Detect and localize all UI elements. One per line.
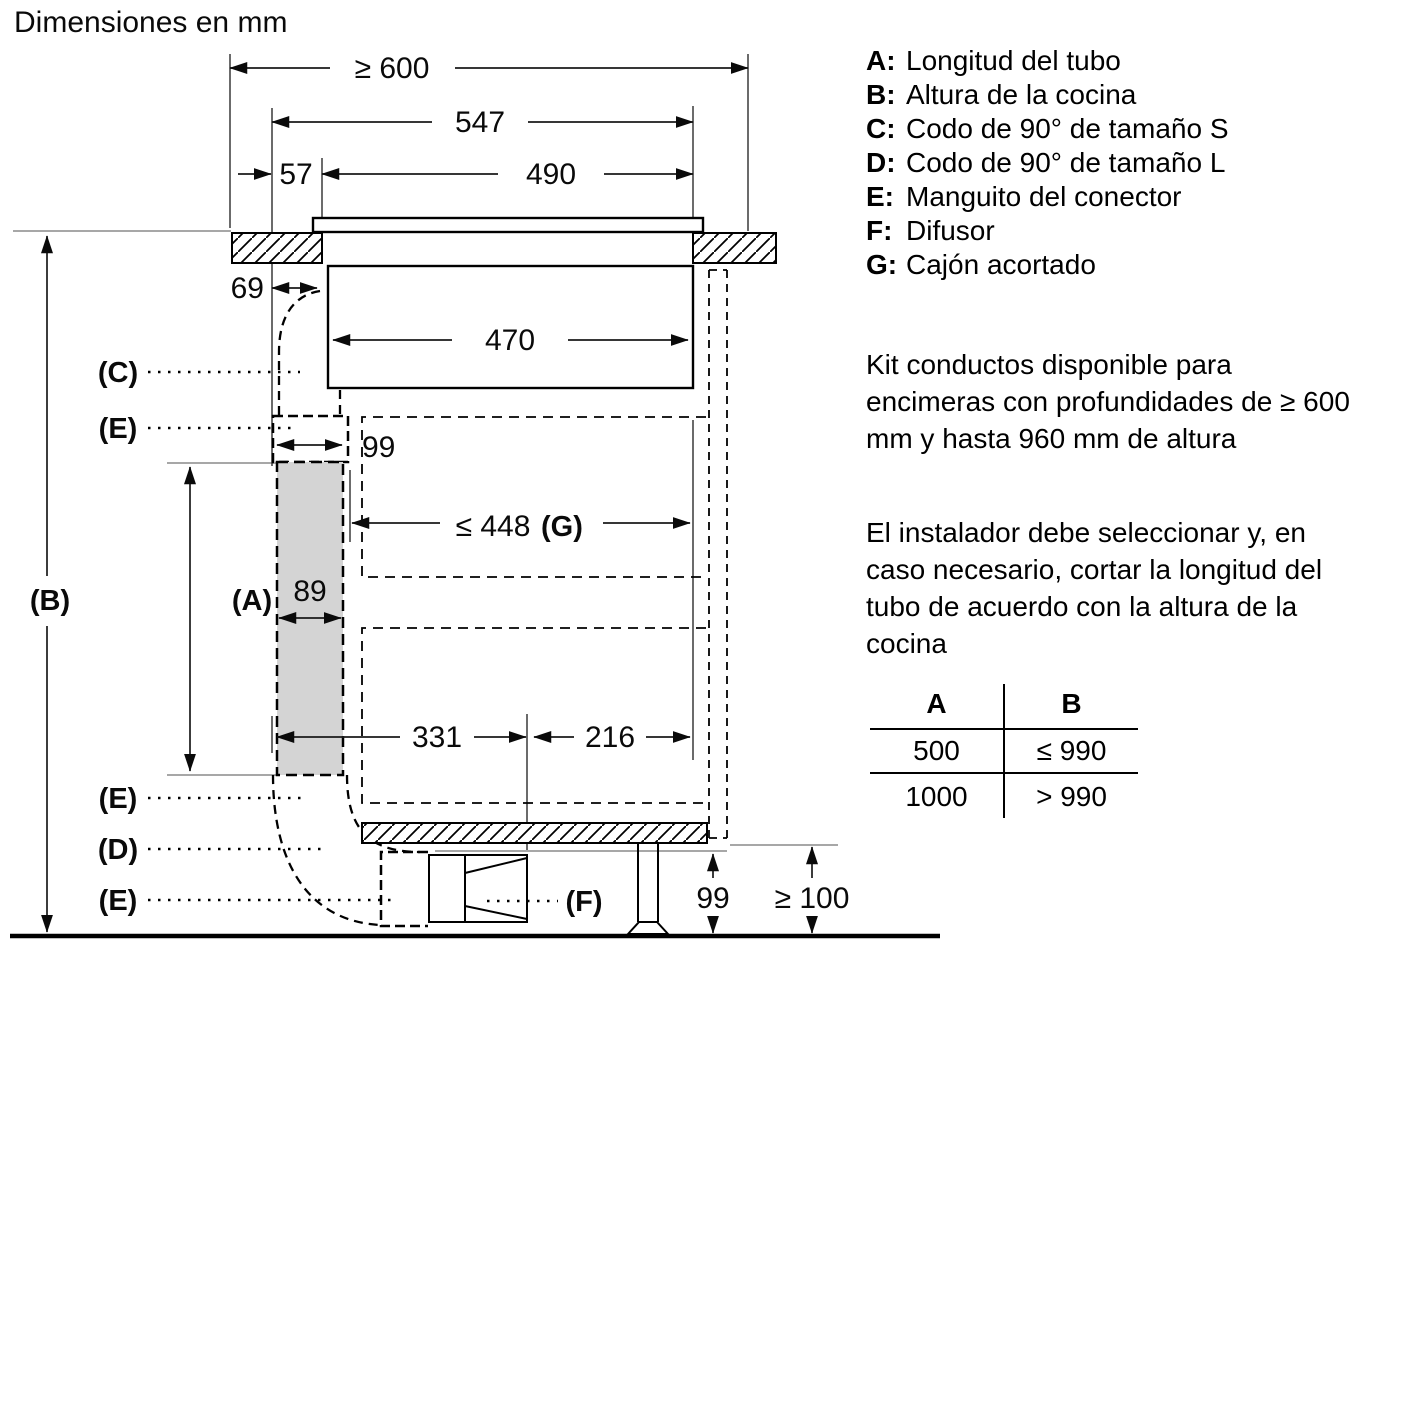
- table-cell: ≤ 990: [1005, 730, 1138, 774]
- hob-glass: [313, 218, 703, 232]
- rear-duct-channel: [709, 270, 727, 838]
- parts-legend: [866, 44, 1229, 282]
- table-cell: 1000: [870, 774, 1005, 818]
- cabinet-leg: [628, 844, 668, 934]
- legend-item: F: Difusor: [866, 215, 995, 246]
- dim-tube-width: 89: [293, 575, 327, 608]
- label-e-mid: (E): [98, 783, 138, 815]
- label-g: (G): [541, 511, 583, 543]
- diffuser: [429, 855, 527, 922]
- dim-drawer-width: ≤ 448: [455, 510, 531, 543]
- label-a: (A): [231, 585, 273, 617]
- legend-item: E: Manguito del conector: [866, 181, 1182, 212]
- table-header-a: A: [870, 684, 1005, 730]
- note-installer-instruction: El instalador debe seleccionar y, en caso necesario, cortar la longitud del tubo de acuerdo con la altura de la cocina: [866, 517, 1323, 659]
- connector-sleeve-top: [273, 416, 348, 462]
- legend-item: C: Codo de 90° de tamaño S: [866, 113, 1229, 144]
- countertop: [232, 233, 776, 263]
- dim-top-width: ≥ 600: [354, 52, 430, 85]
- table-cell: 500: [870, 730, 1005, 774]
- shortened-drawer-outline: [362, 417, 706, 577]
- dim-depth-left: 331: [411, 721, 463, 754]
- countertop-left-section: [232, 233, 322, 263]
- label-c: (C): [97, 357, 139, 389]
- label-b: (B): [29, 585, 71, 617]
- connector-sleeve-bottom: [381, 852, 428, 926]
- legend-item: D: Codo de 90° de tamaño L: [866, 147, 1226, 178]
- dim-floor-clearance: ≥ 100: [774, 882, 850, 915]
- dim-offset: 57: [279, 158, 313, 191]
- dim-base-height: 99: [696, 882, 730, 915]
- table-row: [870, 730, 1138, 774]
- dim-body-width: 470: [484, 324, 536, 357]
- dim-sleeve-width: 99: [362, 431, 396, 464]
- label-e-top: (E): [98, 413, 138, 445]
- leader-lines: [148, 372, 558, 901]
- legend-item: B: Altura de la cocina: [866, 79, 1137, 110]
- label-d: (D): [97, 834, 139, 866]
- table-header-row: [870, 684, 1138, 730]
- table-row: [870, 774, 1138, 818]
- label-f: (F): [565, 886, 603, 918]
- hob-unit: [313, 218, 703, 388]
- lower-drawer-outline: [362, 628, 706, 803]
- table-header-b: B: [1005, 684, 1138, 730]
- dim-elbow-offset: 69: [230, 272, 264, 305]
- dim-depth-right: 216: [584, 721, 636, 754]
- tube-length-table: [870, 684, 1138, 818]
- note-kit-availability: Kit conductos disponible para encimeras con profundidades de ≥ 600 mm y hasta 960 mm de altura: [866, 349, 1350, 454]
- label-e-bottom: (E): [98, 885, 138, 917]
- duct-elbow-d: [273, 775, 420, 925]
- table-cell: > 990: [1036, 781, 1107, 812]
- dim-inner-width: 490: [525, 158, 577, 191]
- legend-item: G: Cajón acortado: [866, 249, 1096, 280]
- cabinet-base-panel: [362, 823, 707, 843]
- legend-item: A: Longitud del tubo: [866, 45, 1121, 76]
- countertop-right-section: [693, 233, 776, 263]
- page-title: Dimensiones en mm: [14, 6, 288, 39]
- installation-diagram: [0, 0, 950, 950]
- dim-glass-width: 547: [454, 106, 506, 139]
